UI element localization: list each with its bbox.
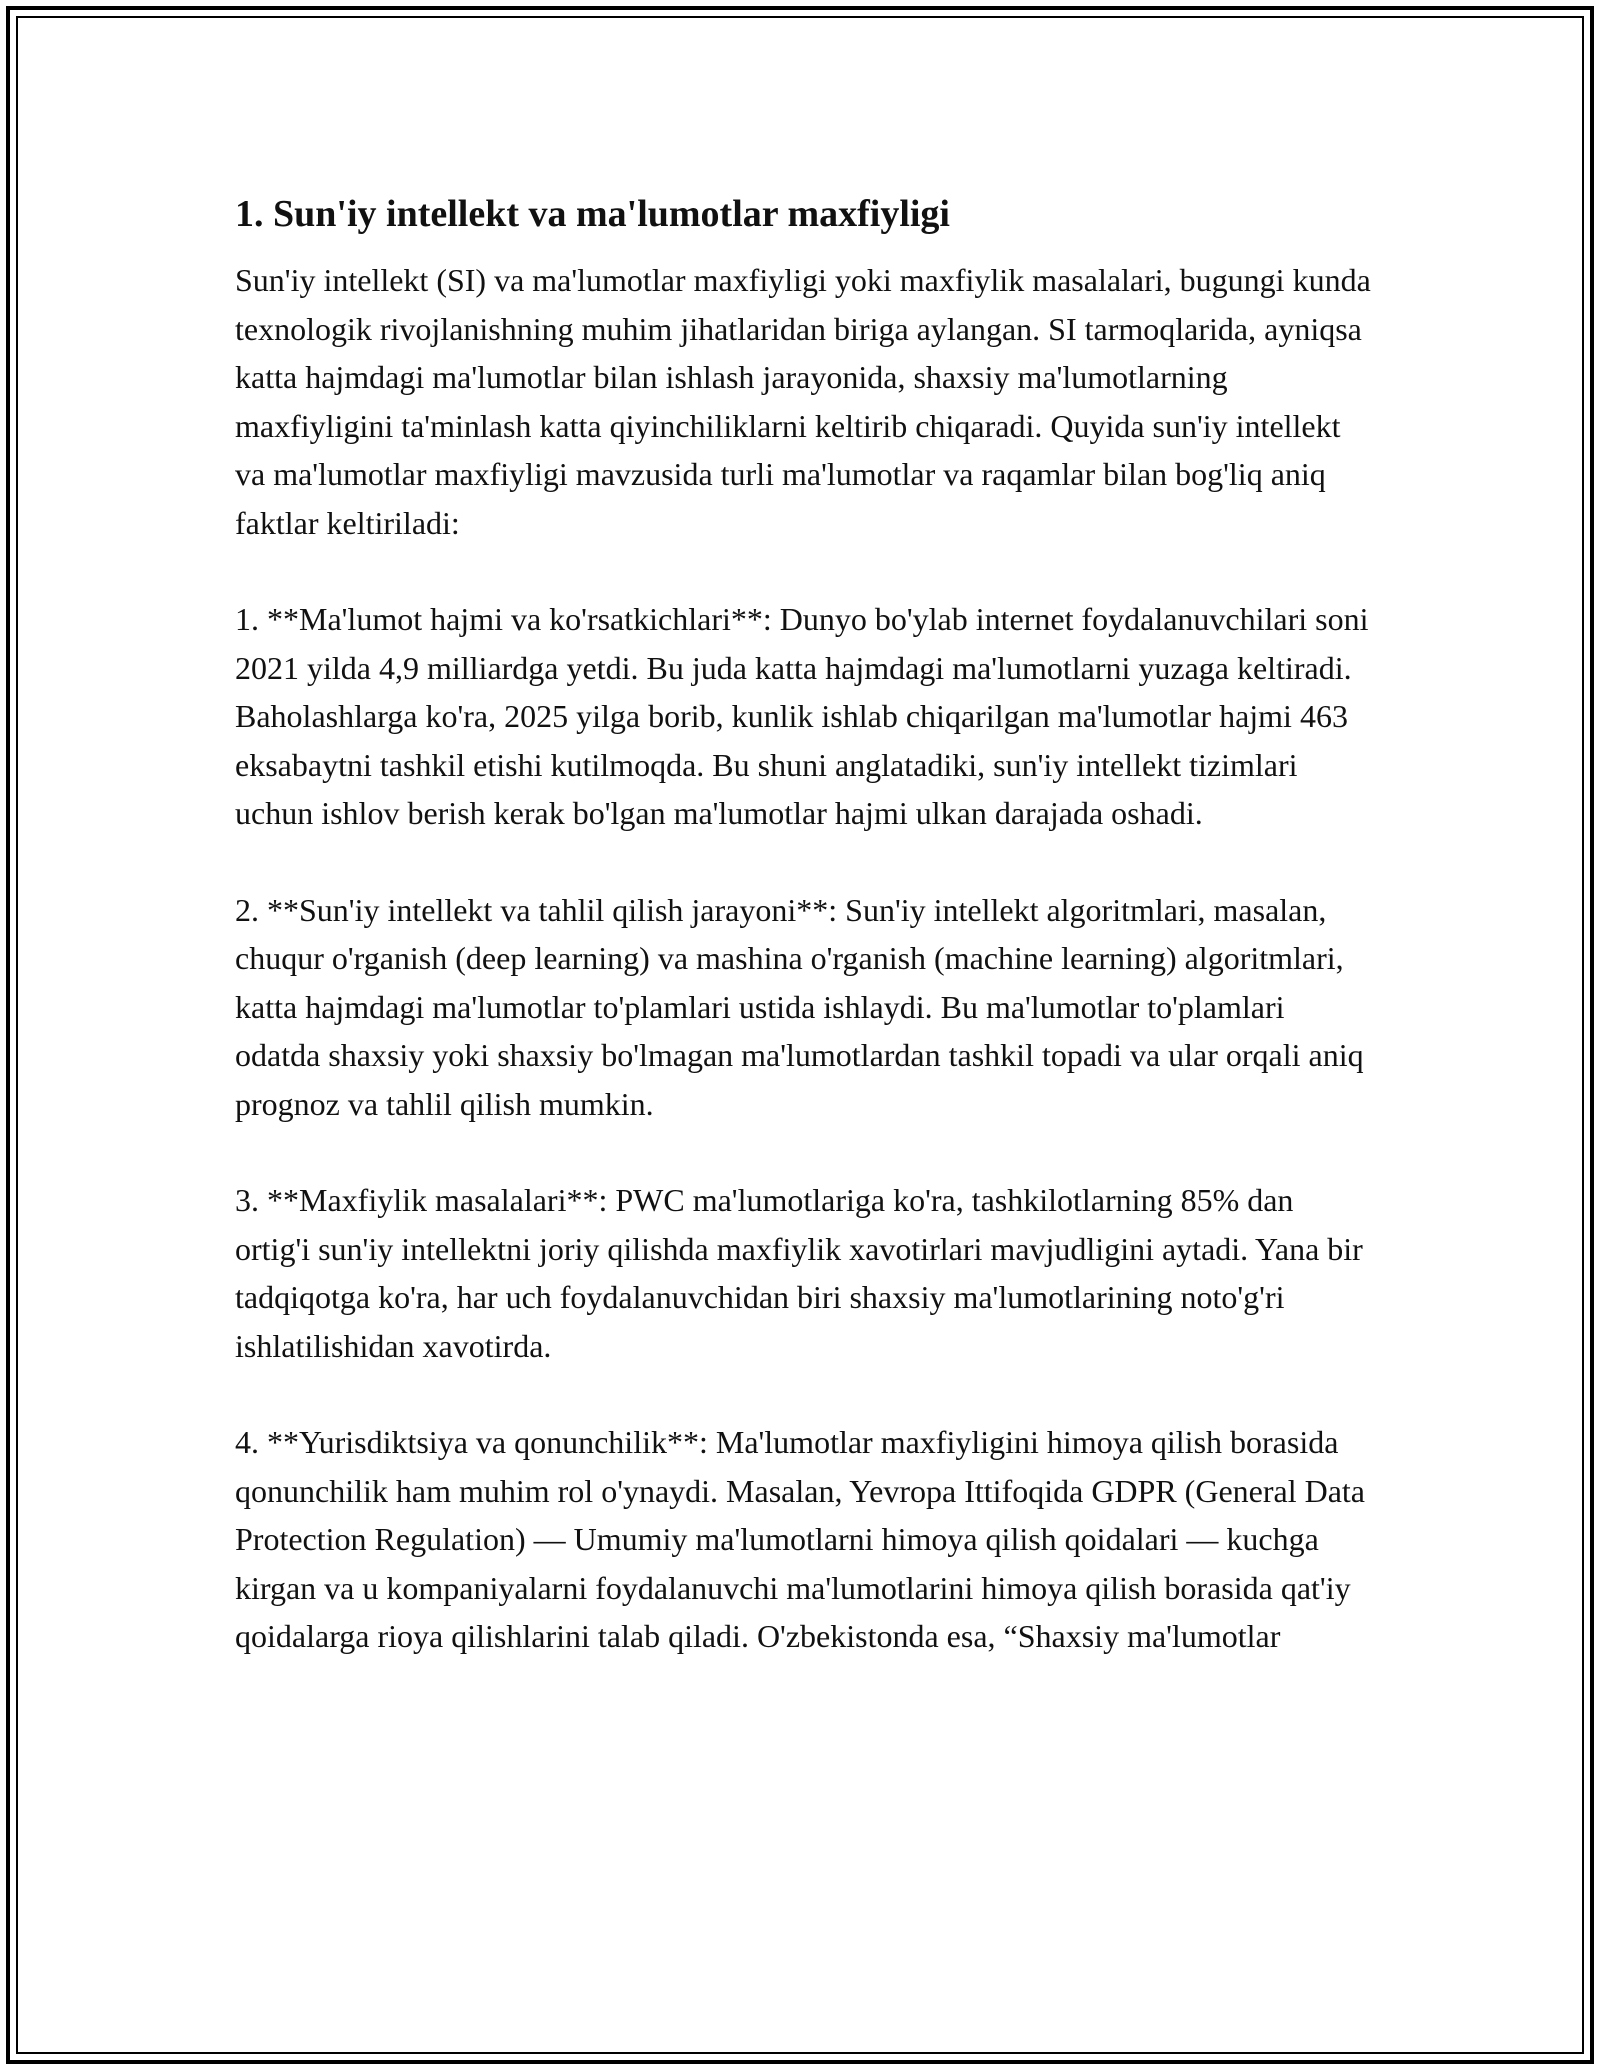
section-heading: 1. Sun'iy intellekt va ma'lumotlar maxfiyligi — [235, 193, 950, 235]
point-2-paragraph: 2. **Sun'iy intellekt va tahlil qilish jarayoni**: Sun'iy intellekt algoritmlari, masalan, chuqur o'rganish (deep learning) va mashina o'rganish (machine learning) algoritmlari, katta hajmdagi ma'lumotlar to'plamlari ustida ishlaydi. Bu ma'lumotlar to'plamlari odatda shaxsiy yoki shaxsiy bo'lmagan ma'lumotlardan tashkil topadi va ular orqali aniq prognoz va tahlil qilish mumkin. — [235, 891, 1364, 1122]
point-3-paragraph: 3. **Maxfiylik masalalari**: PWC ma'lumotlariga ko'ra, tashkilotlarning 85% dan ortig'i sun'iy intellektni joriy qilishda maxfiylik xavotirlari mavjudligini aytadi. Yana bir tadqiqotga ko'ra, har uch foydalanuvchidan biri shaxsiy ma'lumotlarining noto'g'ri ishlatilishidan xavotirda. — [235, 1182, 1363, 1364]
intro-paragraph: Sun'iy intellekt (SI) va ma'lumotlar maxfiyligi yoki maxfiylik masalalari, bugungi kunda texnologik rivojlanishning muhim jihatlaridan biriga aylangan. SI tarmoqlarida, ayniqsa katta hajmdagi ma'lumotlar bilan ishlash jarayonida, shaxsiy ma'lumotlarning maxfiyligini ta'minlash katta qiyinchiliklarni keltirib chiqaradi. Quyida sun'iy intellekt va ma'lumotlar maxfiyligi mavzusida turli ma'lumotlar va raqamlar bilan bog'liq aniq faktlar keltiriladi: — [235, 262, 1371, 541]
point-1-paragraph: 1. **Ma'lumot hajmi va ko'rsatkichlari**: Dunyo bo'ylab internet foydalanuvchilari soni 2021 yilda 4,9 milliardga yetdi. Bu juda katta hajmdagi ma'lumotlarni yuzaga keltiradi. Baholashlarga ko'ra, 2025 yilga borib, kunlik ishlab chiqarilgan ma'lumotlar hajmi 463 eksabaytni tashkil etishi kutilmoqda. Bu shuni anglatadiki, sun'iy intellekt tizimlari uchun ishlov berish kerak bo'lgan ma'lumotlar hajmi ulkan darajada oshadi. — [235, 601, 1369, 831]
document-body — [235, 188, 1375, 1709]
point-4-paragraph: 4. **Yurisdiktsiya va qonunchilik**: Ma'lumotlar maxfiyligini himoya qilish borasida qonunchilik ham muhim rol o'ynaydi. Masalan, Yevropa Ittifoqida GDPR (General Data Protection Regulation) — Umumiy ma'lumotlarni himoya qilish qoidalari — kuchga kirgan va u kompaniyalarni foydalanuvchi ma'lumotlarini himoya qilish borasida qat'iy qoidalarga rioya qilishlarini talab qiladi. O'zbekistonda esa, “Shaxsiy ma'lumotlar — [235, 1424, 1365, 1654]
